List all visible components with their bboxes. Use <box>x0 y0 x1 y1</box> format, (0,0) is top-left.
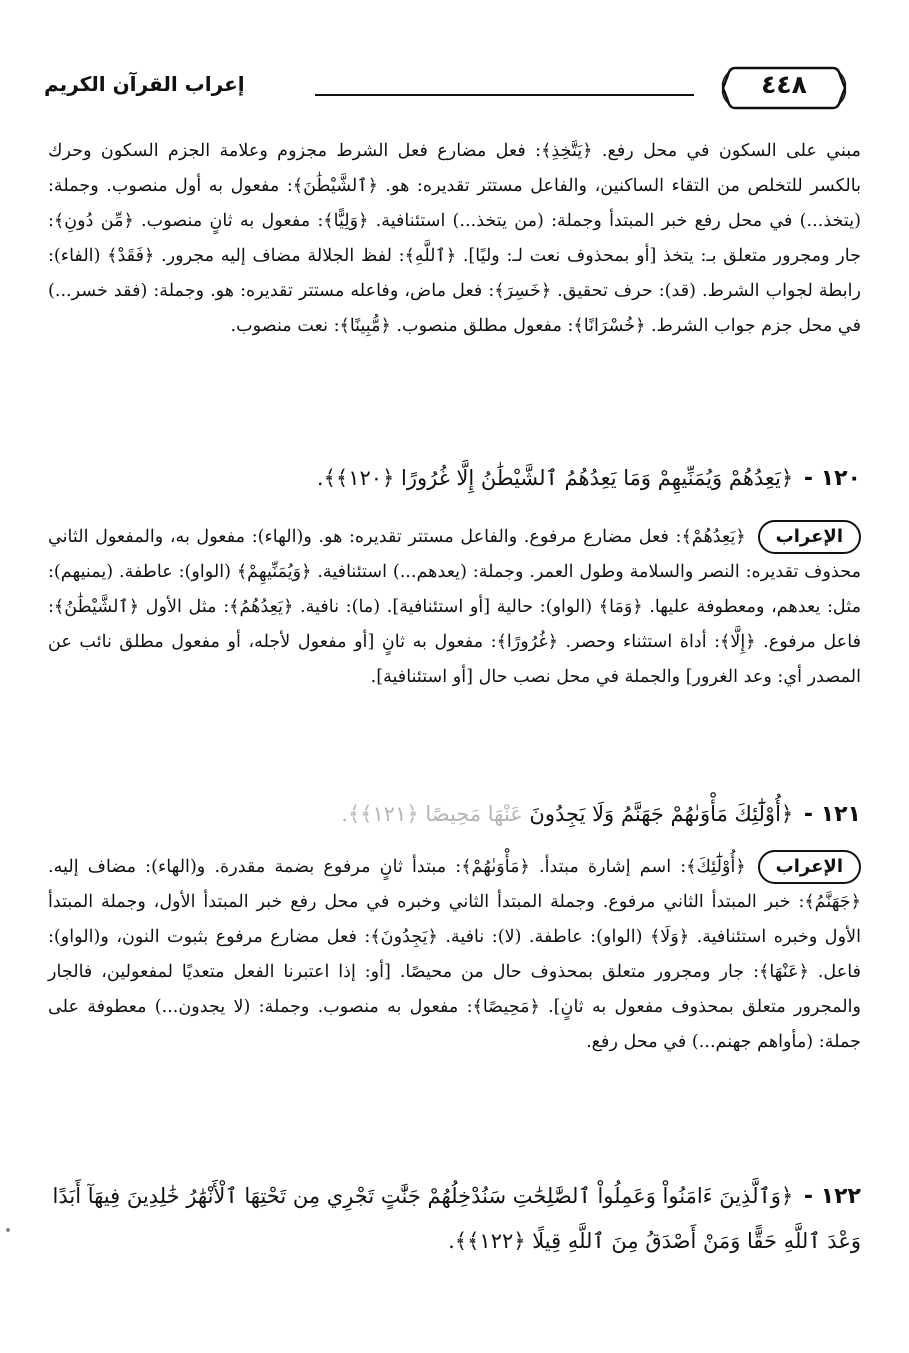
verse-number: ١٢١ - <box>803 802 861 827</box>
page-number-frame <box>719 60 849 116</box>
verse-number: ١٢٠ - <box>803 466 861 491</box>
verse-122 <box>44 1174 861 1263</box>
irab-text: ﴿يَعِدُهُمْ﴾: فعل مضارع مرفوع. والفاعل مستتر تقديره: هو. و(الهاء): مفعول به، والمفعول الثاني محذوف تقديره: النصر والسلامة وطول العمر. وجملة: (يعدهم...) استئنافية. ﴿وَيُمَنِّيهِمْ﴾ (الواو): عاطفة. (يمنيهم): مثل: يعدهم، ومعطوفة عليها. ﴿وَمَا﴾ (الواو): حالية [أو استئنافية]. (ما): نافية. ﴿يَعِدُهُمُ﴾: مثل الأول ﴿ٱلشَّيْطَٰنُ﴾: فاعل مرفوع. ﴿إِلَّا﴾: أداة استثناء وحصر. ﴿غُرُورًا﴾: مفعول به ثانٍ [أو مفعول لأجله، أو مفعول مطلق نائب عن المصدر أي: وعد الغرور] والجملة في محل نصب حال [أو استئنافية]. <box>48 527 861 687</box>
verse-text-faint: عَنْهَا مَحِيصًا ﴿١٢١﴾﴾. <box>341 802 523 826</box>
commentary-block-2 <box>48 520 861 695</box>
header-rule <box>315 94 694 96</box>
commentary-block-1: مبني على السكون في محل رفع. ﴿يَتَّخِذِ﴾: فعل مضارع فعل الشرط مجزوم وعلامة الجزم السكون وحرك بالكسر للتخلص من التقاء الساكنين، والفاعل مستتر تقديره: هو. ﴿ٱلشَّيْطَٰنَ﴾: مفعول به أول منصوب. وجملة: (يتخذ...) في محل رفع خبر المبتدأ وجملة: (من يتخذ...) استئنافية. ﴿وَلِيًّا﴾: مفعول به ثانٍ منصوب. ﴿مِّن دُونِ﴾: جار ومجرور متعلق بـ: يتخذ [أو بمحذوف نعت لـ: وليًا]. ﴿ٱللَّهِ﴾: لفظ الجلالة مضاف إليه مجرور. ﴿فَقَدْ﴾ (الفاء): رابطة لجواب الشرط. (قد): حرف تحقيق. ﴿خَسِرَ﴾: فعل ماض، وفاعله مستتر تقديره: هو. وجملة: (فقد خسر...) في محل جزم جواب الشرط. ﴿خُسْرَانًا﴾: مفعول مطلق منصوب. ﴿مُّبِينًا﴾: نعت منصوب. <box>48 141 861 336</box>
verse-121 <box>44 794 861 835</box>
verse-120 <box>44 458 861 499</box>
page-number: ٤٤٨ <box>761 70 807 99</box>
verse-number: ١٢٢ - <box>803 1184 861 1209</box>
scan-mark <box>6 1228 10 1232</box>
irab-label: الإعراب <box>758 520 861 554</box>
verse-text: ﴿وَٱلَّذِينَ ءَامَنُواْ وَعَمِلُواْ ٱلصَّٰلِحَٰتِ سَنُدْخِلُهُمْ جَنَّٰتٍ تَجْرِي مِن تَحْتِهَا ٱلْأَنْهَٰرُ خَٰلِدِينَ فِيهَآ أَبَدًا وَعْدَ ٱللَّهِ حَقًّا وَمَنْ أَصْدَقُ مِنَ ٱللَّهِ قِيلًا ﴿١٢٢﴾﴾. <box>52 1184 861 1253</box>
commentary-block-3 <box>48 850 861 1060</box>
page-header <box>40 60 849 120</box>
irab-text: ﴿أُوْلَٰٓئِكَ﴾: اسم إشارة مبتدأ. ﴿مَأْوَىٰهُمْ﴾: مبتدأ ثانٍ مرفوع بضمة مقدرة. و(الهاء): مضاف إليه. ﴿جَهَنَّمُ﴾: خبر المبتدأ الثاني مرفوع. وجملة المبتدأ الثاني وخبره في محل رفع خبر المبتدأ الأول، وجملة المبتدأ الأول وخبره استئنافية. ﴿وَلَا﴾ (الواو): عاطفة. (لا): نافية. ﴿يَجِدُونَ﴾: فعل مضارع مرفوع بثبوت النون، و(الواو): فاعل. ﴿عَنْهَا﴾: جار ومجرور متعلق بمحذوف حال من محيصًا. [أو: إذا اعتبرنا الفعل متعديًا لمفعولين، فالجار والمجرور متعلق بمحذوف مفعول به ثانٍ]. ﴿مَحِيصًا﴾: مفعول به منصوب. وجملة: (لا يجدون...) معطوفة على جملة: (مأواهم جهنم...) في محل رفع. <box>48 857 861 1052</box>
verse-text: ﴿أُوْلَٰٓئِكَ مَأْوَىٰهُمْ جَهَنَّمُ وَلَا يَجِدُونَ <box>529 802 794 826</box>
verse-text: ﴿يَعِدُهُمْ وَيُمَنِّيهِمْ وَمَا يَعِدُهُمُ ٱلشَّيْطَٰنُ إِلَّا غُرُورًا ﴿١٢٠﴾﴾. <box>316 466 794 490</box>
irab-label: الإعراب <box>758 850 861 884</box>
book-title: إعراب القرآن الكريم <box>44 72 245 96</box>
